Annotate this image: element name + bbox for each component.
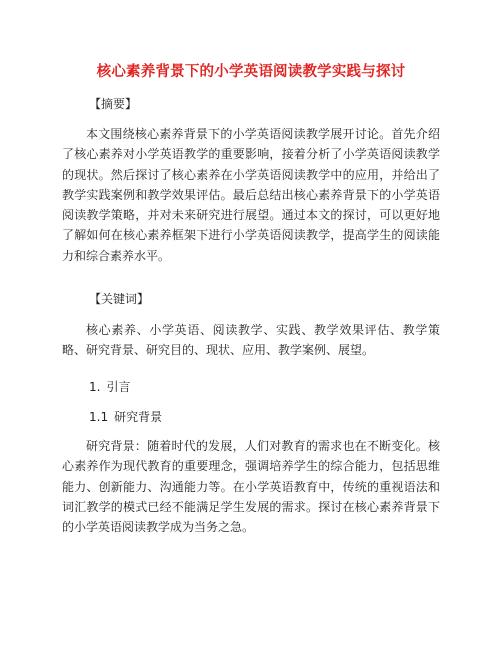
- background-paragraph: 研究背景：随着时代的发展，人们对教育的需求也在不断变化。核心素养作为现代教育的重要理念，强调培养学生的综合能力，包括思维能力、创新能力、沟通能力等。在小学英语教育中，传统的重视语法和词汇教学的模式已经不能满足学生发展的需求。探讨在核心素养背景下的小学英语阅读教学成为当务之急。: [62, 439, 440, 535]
- abstract-paragraph: 本文围绕核心素养背景下的小学英语阅读教学展开讨论。首先介绍了核心素养对小学英语教学的重要影响，接着分析了小学英语阅读教学的现状。然后探讨了核心素养在小学英语阅读教学中的应用，并给出了教学实践案例和教学效果评估。最后总结出核心素养背景下的小学英语阅读教学策略，并对未来研究进行展望。通过本文的探讨，可以更好地了解如何在核心素养框架下进行小学英语阅读教学，提高学生的阅读能力和综合素养水平。: [62, 127, 440, 263]
- section-1-heading: [89, 378, 130, 396]
- abstract-heading: 【摘要】: [89, 97, 138, 111]
- section-1-1-heading: [89, 408, 162, 426]
- section-1-1-label: 研究背景: [114, 410, 163, 424]
- section-1-number: 1.: [89, 380, 101, 394]
- keywords-heading: 【关键词】: [89, 292, 150, 306]
- document-title: 核心素养背景下的小学英语阅读教学实践与探讨: [96, 64, 406, 80]
- keywords-paragraph: 核心素养、小学英语、阅读教学、实践、教学效果评估、教学策略、研究背景、研究目的、现状、应用、教学案例、展望。: [62, 323, 440, 358]
- section-1-1-number: 1.1: [89, 410, 109, 424]
- section-1-label: 引言: [106, 380, 131, 394]
